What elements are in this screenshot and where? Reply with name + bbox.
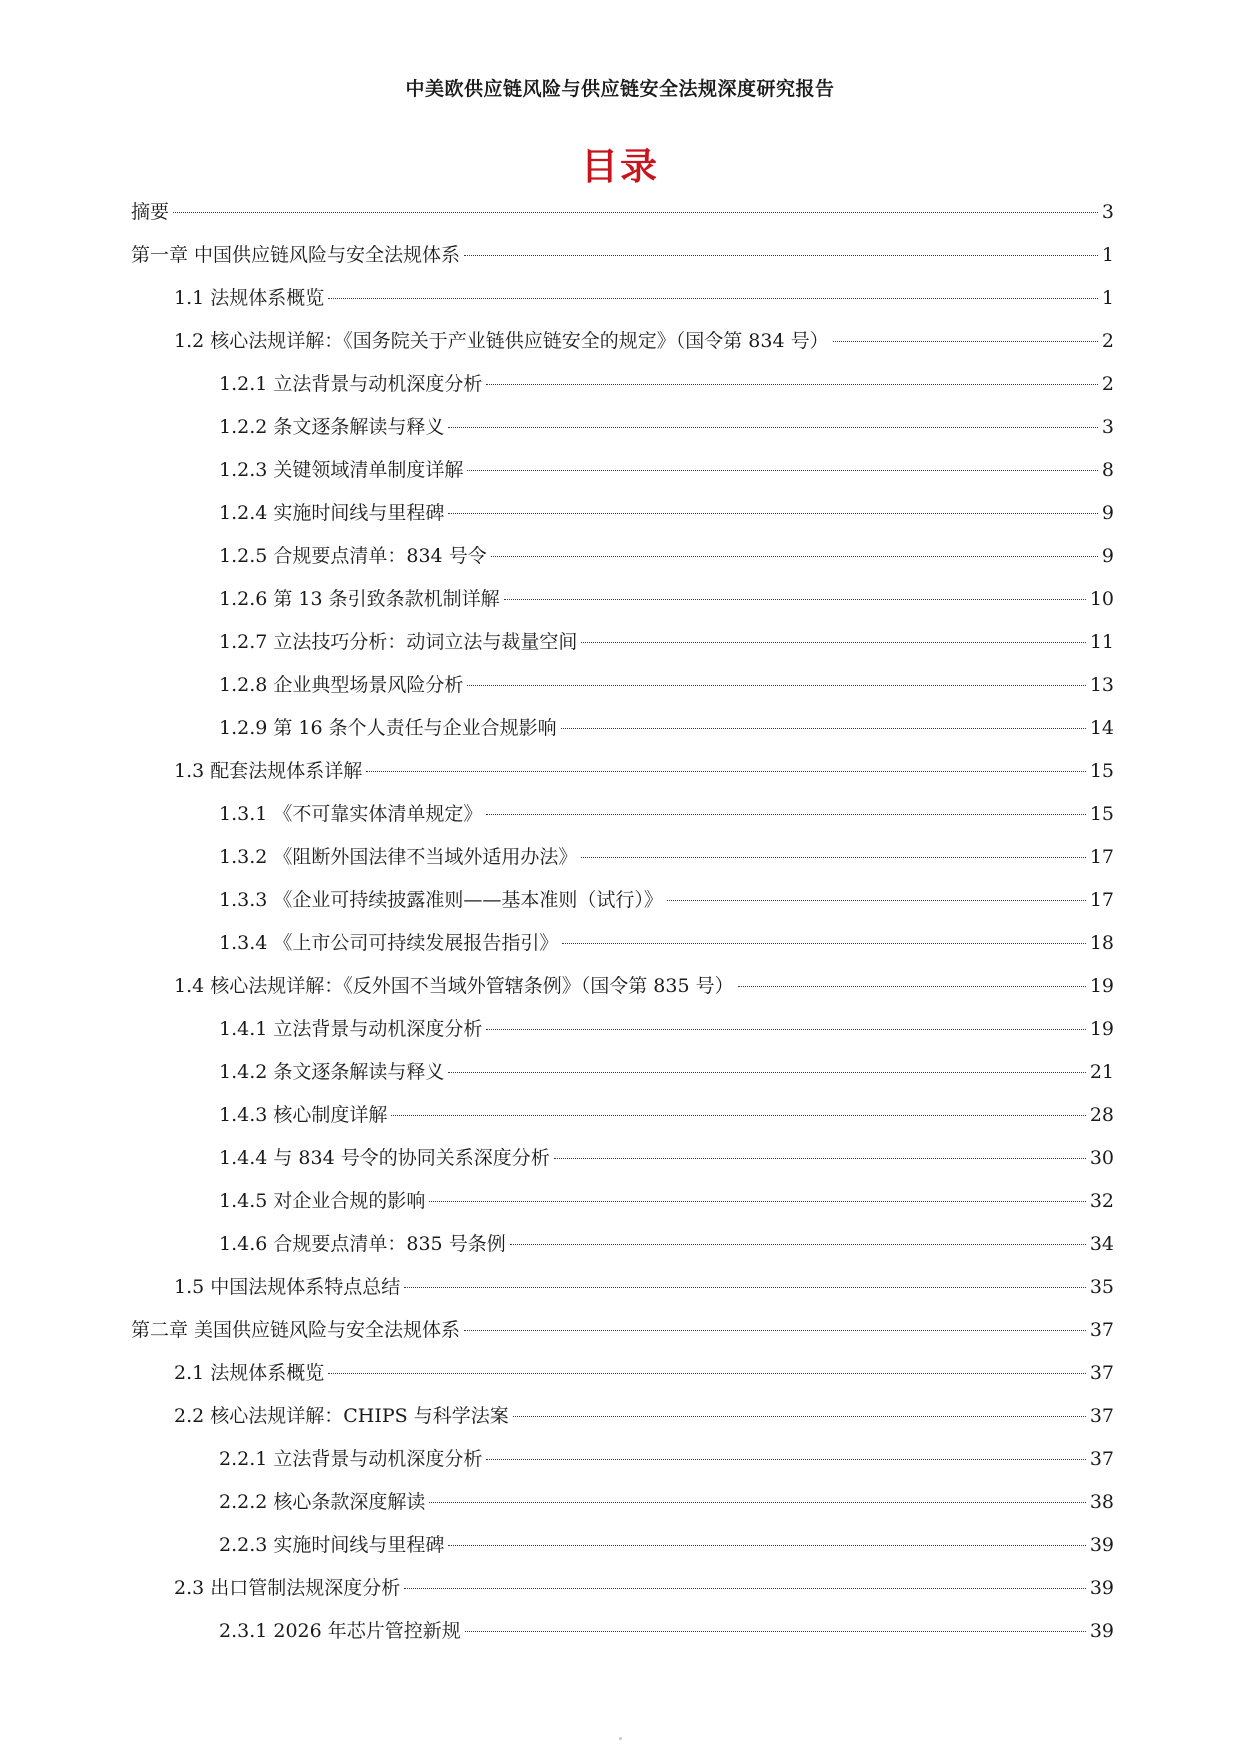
toc-entry-title: 2.2.2 核心条款深度解读	[219, 1491, 426, 1513]
dot-leader	[833, 341, 1098, 342]
dot-leader	[486, 1029, 1085, 1030]
toc-entry-page-number: 28	[1089, 1104, 1114, 1126]
toc-entry-page-number: 38	[1089, 1491, 1114, 1513]
toc-entry[interactable]	[131, 455, 1114, 498]
toc-entry[interactable]	[131, 1315, 1114, 1358]
toc-entry[interactable]	[131, 670, 1114, 713]
toc-entry-title: 1.3.2 《阻断外国法律不当域外适用办法》	[219, 846, 578, 868]
toc-entry-page-number: 37	[1089, 1362, 1114, 1384]
toc-entry-page-number: 37	[1089, 1319, 1114, 1341]
toc-entry-title: 1.2.2 条文逐条解读与释义	[219, 416, 445, 438]
toc-entry[interactable]	[131, 240, 1114, 283]
toc-entry-title: 1.2.4 实施时间线与里程碑	[219, 502, 445, 524]
toc-entry-title: 1.3.4 《上市公司可持续发展报告指引》	[219, 932, 559, 954]
toc-entry-title: 1.4.3 核心制度详解	[219, 1104, 388, 1126]
toc-entry-page-number: 11	[1089, 631, 1114, 653]
toc-entry[interactable]	[131, 1530, 1114, 1573]
toc-entry[interactable]	[131, 1143, 1114, 1186]
toc-entry[interactable]	[131, 756, 1114, 799]
dot-leader	[404, 1287, 1086, 1288]
toc-entry[interactable]	[131, 412, 1114, 455]
toc-entry[interactable]	[131, 928, 1114, 971]
toc-entry-page-number: 37	[1089, 1448, 1114, 1470]
dot-leader	[465, 1631, 1086, 1632]
toc-entry-title: 摘要	[131, 201, 170, 223]
dot-leader	[554, 1158, 1086, 1159]
dot-leader	[513, 1416, 1086, 1417]
toc-entry-page-number: 15	[1089, 803, 1114, 825]
dot-leader	[448, 1072, 1085, 1073]
toc-entry-title: 1.2.6 第 13 条引致条款机制详解	[219, 588, 500, 610]
dot-leader	[581, 857, 1085, 858]
toc-entry-title: 1.2.1 立法背景与动机深度分析	[219, 373, 483, 395]
toc-entry[interactable]	[131, 283, 1114, 326]
toc-entry[interactable]	[131, 842, 1114, 885]
toc-entry-page-number: 30	[1089, 1147, 1114, 1169]
dot-leader	[562, 943, 1085, 944]
toc-entry[interactable]	[131, 584, 1114, 627]
dot-leader	[464, 1330, 1086, 1331]
table-of-contents	[131, 197, 1114, 1659]
toc-entry-page-number: 37	[1089, 1405, 1114, 1427]
toc-entry-title: 1.3.3 《企业可持续披露准则——基本准则（试行）》	[219, 889, 663, 911]
dot-leader	[504, 599, 1086, 600]
toc-entry[interactable]	[131, 1358, 1114, 1401]
toc-entry[interactable]	[131, 627, 1114, 670]
dot-leader	[429, 1502, 1085, 1503]
toc-entry-title: 1.4.5 对企业合规的影响	[219, 1190, 426, 1212]
dot-leader	[467, 470, 1098, 471]
dot-leader	[404, 1588, 1086, 1589]
toc-entry-title: 1.2.7 立法技巧分析：动词立法与裁量空间	[219, 631, 578, 653]
toc-entry[interactable]	[131, 1186, 1114, 1229]
dot-leader	[486, 814, 1085, 815]
toc-entry-title: 2.3 出口管制法规深度分析	[174, 1577, 401, 1599]
report-title: 中美欧供应链风险与供应链安全法规深度研究报告	[405, 78, 835, 100]
toc-entry[interactable]	[131, 885, 1114, 928]
dot-leader	[510, 1244, 1086, 1245]
toc-entry-page-number: 35	[1089, 1276, 1114, 1298]
toc-entry-title: 1.2 核心法规详解：《国务院关于产业链供应链安全的规定》（国令第 834 号）	[174, 330, 829, 352]
dot-leader	[738, 986, 1086, 987]
toc-entry-title: 1.2.3 关键领域清单制度详解	[219, 459, 464, 481]
toc-entry-page-number: 13	[1089, 674, 1114, 696]
toc-entry[interactable]	[131, 1573, 1114, 1616]
toc-entry-title: 1.3 配套法规体系详解	[174, 760, 363, 782]
toc-entry[interactable]	[131, 498, 1114, 541]
toc-entry-page-number: 17	[1089, 846, 1114, 868]
dot-leader	[328, 1373, 1086, 1374]
toc-entry-page-number: 32	[1089, 1190, 1114, 1212]
toc-entry[interactable]	[131, 197, 1114, 240]
toc-entry-page-number: 9	[1101, 545, 1114, 567]
toc-entry-title: 2.2.1 立法背景与动机深度分析	[219, 1448, 483, 1470]
toc-entry-page-number: 15	[1089, 760, 1114, 782]
toc-entry-page-number: 2	[1101, 373, 1114, 395]
dot-leader	[491, 556, 1098, 557]
dot-leader	[391, 1115, 1085, 1116]
toc-entry-title: 1.2.5 合规要点清单：834 号令	[219, 545, 487, 567]
toc-entry-title: 1.4.1 立法背景与动机深度分析	[219, 1018, 483, 1040]
toc-entry-page-number: 14	[1089, 717, 1114, 739]
toc-entry-title: 1.4.4 与 834 号令的协同关系深度分析	[219, 1147, 550, 1169]
toc-entry[interactable]	[131, 1057, 1114, 1100]
toc-entry-page-number: 17	[1089, 889, 1114, 911]
toc-entry-page-number: 19	[1089, 975, 1114, 997]
toc-entry[interactable]	[131, 1272, 1114, 1315]
toc-entry-page-number: 2	[1101, 330, 1114, 352]
toc-entry-title: 1.2.8 企业典型场景风险分析	[219, 674, 464, 696]
toc-entry-title: 2.3.1 2026 年芯片管控新规	[219, 1620, 461, 1642]
toc-entry-page-number: 34	[1089, 1233, 1114, 1255]
toc-entry[interactable]	[131, 971, 1114, 1014]
toc-entry-title: 2.2.3 实施时间线与里程碑	[219, 1534, 445, 1556]
toc-entry[interactable]	[131, 369, 1114, 412]
toc-entry-title: 1.5 中国法规体系特点总结	[174, 1276, 401, 1298]
toc-entry[interactable]	[131, 1401, 1114, 1444]
toc-entry-page-number: 39	[1089, 1577, 1114, 1599]
toc-entry-title: 1.1 法规体系概览	[174, 287, 325, 309]
toc-entry-title: 1.4.6 合规要点清单：835 号条例	[219, 1233, 506, 1255]
toc-entry[interactable]	[131, 1444, 1114, 1487]
toc-entry-page-number: 3	[1101, 201, 1114, 223]
toc-entry-page-number: 39	[1089, 1620, 1114, 1642]
toc-entry[interactable]	[131, 713, 1114, 756]
toc-entry-title: 2.1 法规体系概览	[174, 1362, 325, 1384]
page-marker-dot	[619, 1737, 622, 1740]
dot-leader	[328, 298, 1098, 299]
dot-leader	[173, 212, 1098, 213]
dot-leader	[581, 642, 1085, 643]
toc-entry-page-number: 3	[1101, 416, 1114, 438]
dot-leader	[467, 685, 1085, 686]
toc-heading: 目录	[581, 145, 659, 188]
toc-entry-title: 1.4.2 条文逐条解读与释义	[219, 1061, 445, 1083]
toc-entry-page-number: 9	[1101, 502, 1114, 524]
toc-entry-page-number: 21	[1089, 1061, 1114, 1083]
toc-entry-page-number: 10	[1089, 588, 1114, 610]
toc-entry-page-number: 39	[1089, 1534, 1114, 1556]
dot-leader	[448, 513, 1098, 514]
toc-entry-page-number: 1	[1101, 244, 1114, 266]
toc-entry-page-number: 1	[1101, 287, 1114, 309]
toc-entry-page-number: 8	[1101, 459, 1114, 481]
toc-entry-title: 1.2.9 第 16 条个人责任与企业合规影响	[219, 717, 557, 739]
toc-entry[interactable]	[131, 1229, 1114, 1272]
toc-entry-title: 第一章 中国供应链风险与安全法规体系	[131, 244, 461, 266]
toc-entry-title: 2.2 核心法规详解：CHIPS 与科学法案	[174, 1405, 509, 1427]
dot-leader	[448, 427, 1098, 428]
toc-entry[interactable]	[131, 1014, 1114, 1057]
dot-leader	[561, 728, 1086, 729]
toc-entry[interactable]	[131, 326, 1114, 369]
dot-leader	[448, 1545, 1085, 1546]
toc-entry-title: 第二章 美国供应链风险与安全法规体系	[131, 1319, 461, 1341]
toc-entry-page-number: 19	[1089, 1018, 1114, 1040]
dot-leader	[486, 1459, 1085, 1460]
toc-entry[interactable]	[131, 1100, 1114, 1143]
dot-leader	[486, 384, 1098, 385]
toc-entry[interactable]	[131, 1487, 1114, 1530]
toc-entry-page-number: 18	[1089, 932, 1114, 954]
toc-entry[interactable]	[131, 799, 1114, 842]
toc-entry-title: 1.4 核心法规详解：《反外国不当域外管辖条例》（国令第 835 号）	[174, 975, 734, 997]
dot-leader	[366, 771, 1086, 772]
toc-entry[interactable]	[131, 541, 1114, 584]
dot-leader	[429, 1201, 1085, 1202]
dot-leader	[667, 900, 1086, 901]
dot-leader	[464, 255, 1098, 256]
toc-entry-title: 1.3.1 《不可靠实体清单规定》	[219, 803, 483, 825]
toc-entry[interactable]	[131, 1616, 1114, 1659]
